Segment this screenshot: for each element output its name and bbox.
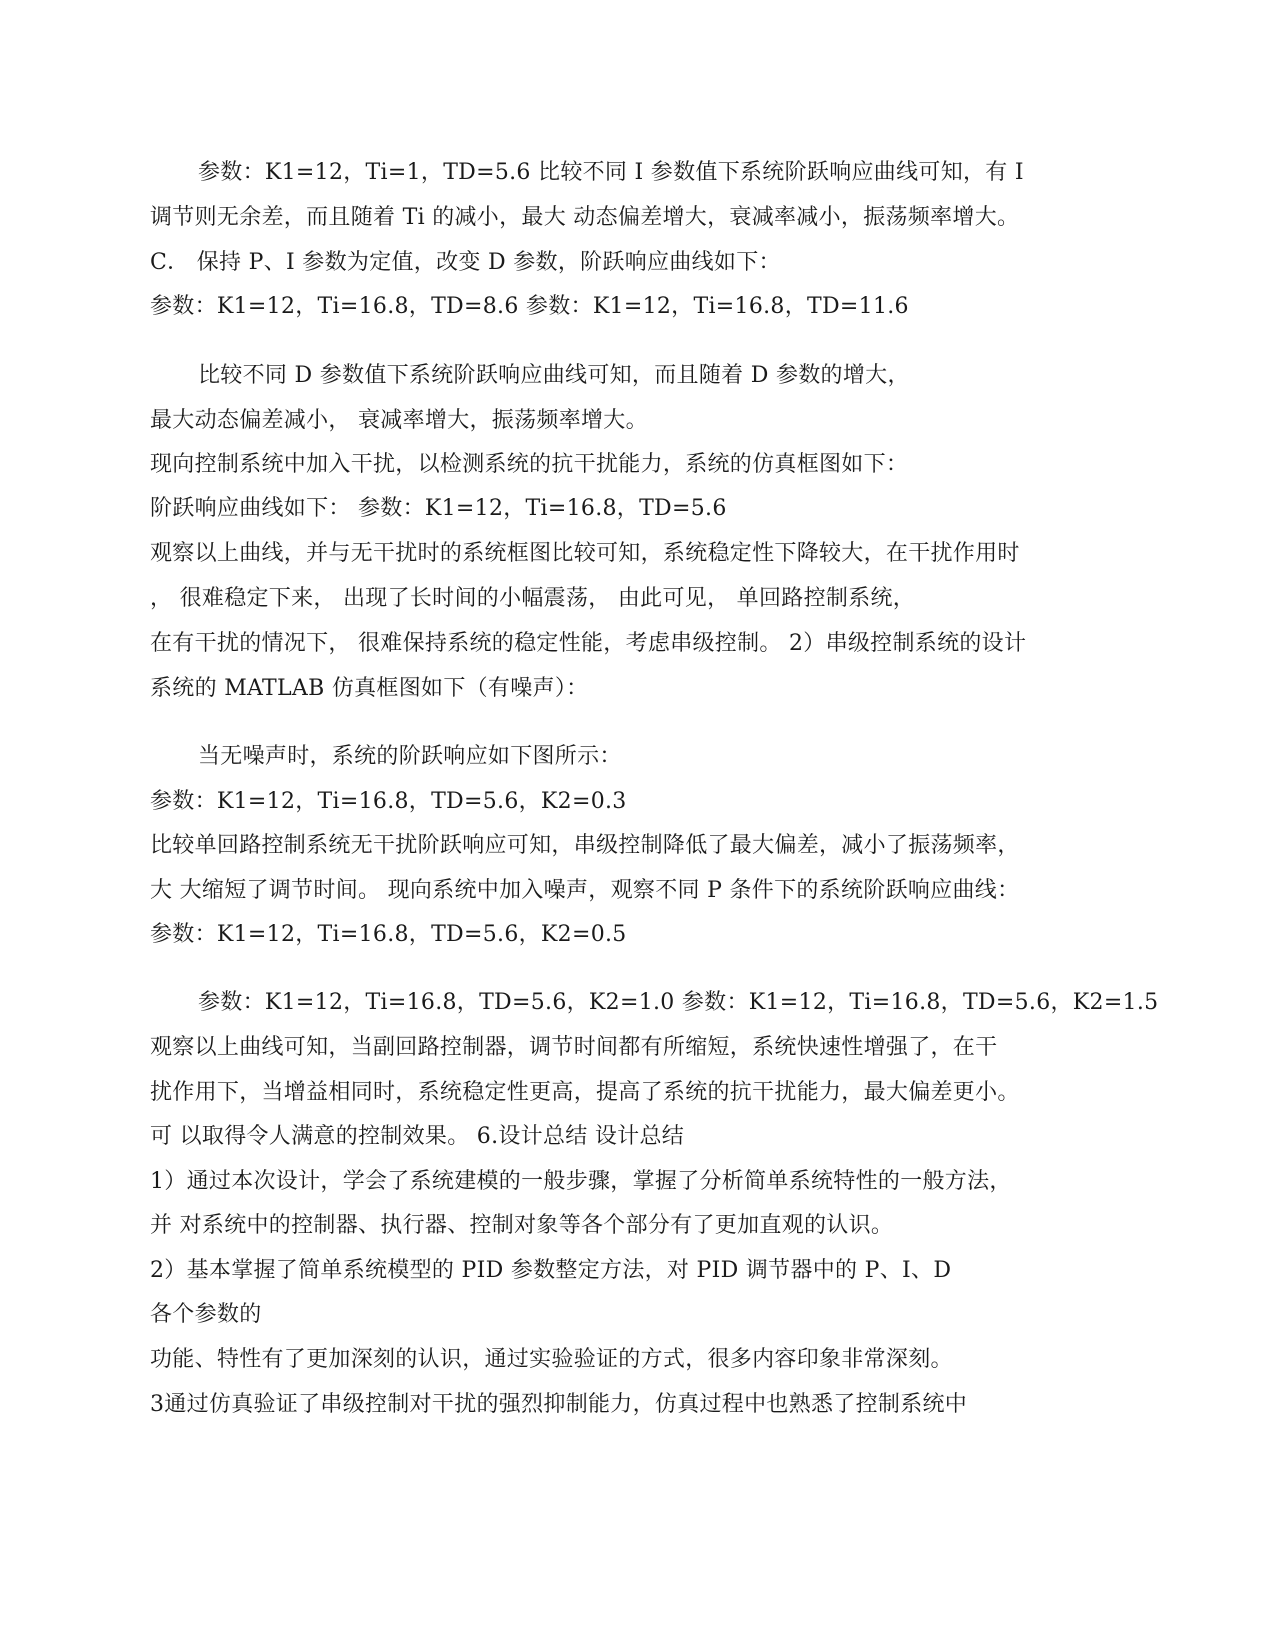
text-line: 系统的 MATLAB 仿真框图如下（有噪声）： (150, 676, 589, 701)
text-line: 观察以上曲线，并与无干扰时的系统框图比较可知，系统稳定性下降较大，在干扰作用时 (150, 541, 1020, 566)
text-line: 现向控制系统中加入干扰，以检测系统的抗干扰能力，系统的仿真框图如下： (150, 452, 909, 477)
text-line: 参数：K1=12，Ti=16.8，TD=5.6，K2=0.5 (150, 922, 627, 947)
text-line: 2）基本掌握了简单系统模型的 PID 参数整定方法，对 PID 调节器中的 P、I、D (150, 1258, 952, 1283)
text-line: 3通过仿真验证了串级控制对干扰的强烈抑制能力，仿真过程中也熟悉了控制系统中 (150, 1392, 968, 1417)
text-line: 调节则无余差，而且随着 Ti 的减小，最大 动态偏差增大，衰减率减小，振荡频率增大。 (150, 205, 1020, 230)
text-line: 参数：K1=12，Ti=16.8，TD=5.6，K2=1.0 参数：K1=12，Ti=16.8，TD=5.6，K2=1.5 (198, 990, 1159, 1015)
text-line: 功能、特性有了更加深刻的认识，通过实验验证的方式，很多内容印象非常深刻。 (150, 1347, 953, 1372)
text-line: 比较不同 D 参数值下系统阶跃响应曲线可知，而且随着 D 参数的增大， (198, 363, 910, 388)
text-line: 并 对系统中的控制器、执行器、控制对象等各个部分有了更加直观的认识。 (150, 1213, 894, 1238)
text-line: 比较单回路控制系统无干扰阶跃响应可知，串级控制降低了最大偏差，减小了振荡频率， (150, 833, 1020, 858)
text-line: ， 很难稳定下来， 出现了长时间的小幅震荡， 由此可见， 单回路控制系统， (150, 586, 916, 611)
text-line: 观察以上曲线可知，当副回路控制器，调节时间都有所缩短，系统快速性增强了，在干 (150, 1035, 998, 1060)
text-line: 各个参数的 (150, 1302, 262, 1327)
text-line: 1）通过本次设计，学会了系统建模的一般步骤，掌握了分析简单系统特性的一般方法， (150, 1169, 1012, 1194)
text-line: 可 以取得令人满意的控制效果。 6.设计总结 设计总结 (150, 1124, 685, 1149)
text-line: 阶跃响应曲线如下： 参数：K1=12，Ti=16.8，TD=5.6 (150, 496, 727, 521)
text-line: 扰作用下，当增益相同时，系统稳定性更高，提高了系统的抗干扰能力，最大偏差更小。 (150, 1080, 1020, 1105)
text-line: 在有干扰的情况下， 很难保持系统的稳定性能，考虑串级控制。 2）串级控制系统的设计 (150, 631, 1027, 656)
text-line: 大 大缩短了调节时间。 现向系统中加入噪声，观察不同 P 条件下的系统阶跃响应曲线： (150, 878, 1020, 903)
text-line: 参数：K1=12，Ti=16.8，TD=8.6 参数：K1=12，Ti=16.8，TD=11.6 (150, 294, 909, 319)
text-line: C． 保持 P、I 参数为定值，改变 D 参数，阶跃响应曲线如下： (150, 250, 781, 275)
text-line: 最大动态偏差减小， 衰减率增大，振荡频率增大。 (150, 408, 648, 433)
text-line: 参数：K1=12，Ti=16.8，TD=5.6，K2=0.3 (150, 789, 627, 814)
text-line: 当无噪声时，系统的阶跃响应如下图所示： (198, 744, 622, 769)
text-line: 参数：K1=12，Ti=1，TD=5.6 比较不同 I 参数值下系统阶跃响应曲线可知，有 I (198, 160, 1024, 185)
